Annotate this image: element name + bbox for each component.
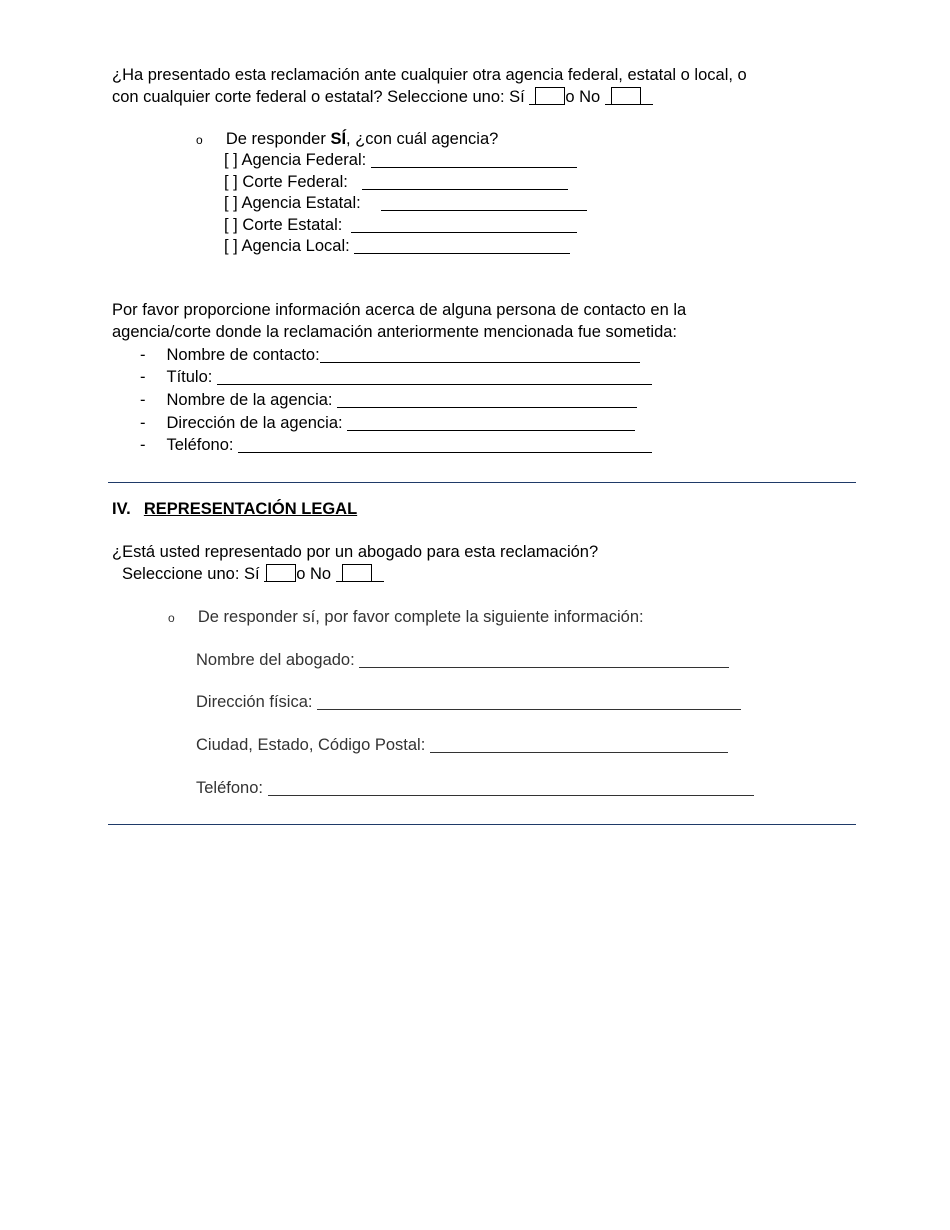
contact-phone-field[interactable] xyxy=(238,437,652,453)
legal-representation-select: Seleccione uno: Sí o No xyxy=(122,564,384,585)
option-agency-local[interactable]: [ ] Agencia Local: xyxy=(224,236,570,257)
dash-bullet: - xyxy=(140,368,146,386)
lawyer-phone-field[interactable] xyxy=(268,780,754,796)
section-heading xyxy=(112,499,357,520)
agency-subquestion: o De responder SÍ, ¿con cuál agencia? xyxy=(196,130,499,148)
court-state-field[interactable] xyxy=(351,217,577,233)
lawyer-name-field[interactable] xyxy=(359,652,729,668)
section-divider xyxy=(108,824,856,825)
circle-bullet-icon: o xyxy=(196,133,203,147)
court-federal-field[interactable] xyxy=(362,174,568,190)
section-number: IV. xyxy=(112,500,131,518)
agency-federal-field[interactable] xyxy=(371,152,577,168)
contact-intro-line2: agencia/corte donde la reclamación anteriormente mencionada fue sometida: xyxy=(112,323,678,341)
no-checkbox-prior-claim[interactable] xyxy=(611,87,641,105)
dash-bullet: - xyxy=(140,414,146,432)
checkbox-bracket[interactable]: [ ] xyxy=(224,194,238,212)
yes-checkbox-lawyer[interactable] xyxy=(266,564,296,582)
legal-representation-question: ¿Está usted representado por un abogado para esta reclamación? xyxy=(112,543,599,561)
lawyer-field-address[interactable]: Dirección física: xyxy=(196,692,741,713)
option-court-state[interactable]: [ ] Corte Estatal: xyxy=(224,215,577,236)
no-checkbox-lawyer[interactable] xyxy=(342,564,372,582)
question-prior-claim-line1: ¿Ha presentado esta reclamación ante cualquier otra agencia federal, estatal o local, o xyxy=(112,66,747,84)
option-agency-state[interactable]: [ ] Agencia Estatal: xyxy=(224,193,587,214)
yes-checkbox-prior-claim[interactable] xyxy=(535,87,565,105)
agency-state-field[interactable] xyxy=(381,195,587,211)
lawyer-field-phone[interactable]: Teléfono: xyxy=(196,778,754,799)
option-agency-federal[interactable]: [ ] Agencia Federal: xyxy=(224,150,577,171)
contact-field-agency-name[interactable]: - Nombre de la agencia: xyxy=(140,390,637,411)
lawyer-field-city-state-zip[interactable]: Ciudad, Estado, Código Postal: xyxy=(196,735,728,756)
contact-title-field[interactable] xyxy=(217,369,652,385)
checkbox-bracket[interactable]: [ ] xyxy=(224,216,238,234)
checkbox-bracket[interactable]: [ ] xyxy=(224,173,238,191)
section-divider xyxy=(108,482,856,483)
section-title: REPRESENTACIÓN LEGAL xyxy=(143,500,358,518)
contact-field-phone[interactable]: - Teléfono: xyxy=(140,435,652,456)
dash-bullet: - xyxy=(140,436,146,454)
question-prior-claim-line2 xyxy=(112,87,653,108)
dash-bullet: - xyxy=(140,346,146,364)
contact-field-title[interactable]: - Título: xyxy=(140,367,652,388)
contact-intro-line1: Por favor proporcione información acerca de alguna persona de contacto en la xyxy=(112,301,687,319)
option-court-federal[interactable]: [ ] Corte Federal: xyxy=(224,172,568,193)
agency-name-field[interactable] xyxy=(337,392,637,408)
contact-field-name[interactable]: - Nombre de contacto: xyxy=(140,345,640,366)
lawyer-subquestion: o De responder sí, por favor complete la siguiente información: xyxy=(168,608,644,626)
no-label-lawyer: o No xyxy=(296,565,332,583)
agency-address-field[interactable] xyxy=(347,415,635,431)
circle-bullet-icon: o xyxy=(168,611,175,625)
dash-bullet: - xyxy=(140,391,146,409)
checkbox-bracket[interactable]: [ ] xyxy=(224,237,238,255)
contact-name-field[interactable] xyxy=(320,347,640,363)
contact-field-agency-address[interactable]: - Dirección de la agencia: xyxy=(140,413,635,434)
lawyer-field-name[interactable]: Nombre del abogado: xyxy=(196,650,729,671)
agency-local-field[interactable] xyxy=(354,238,570,254)
no-label-prior-claim: o No xyxy=(565,88,601,106)
question-prior-claim-prefix: con cualquier corte federal o estatal? Seleccione uno: Sí xyxy=(112,88,525,106)
lawyer-address-field[interactable] xyxy=(317,694,741,710)
checkbox-bracket[interactable]: [ ] xyxy=(224,151,238,169)
lawyer-city-state-zip-field[interactable] xyxy=(430,737,728,753)
